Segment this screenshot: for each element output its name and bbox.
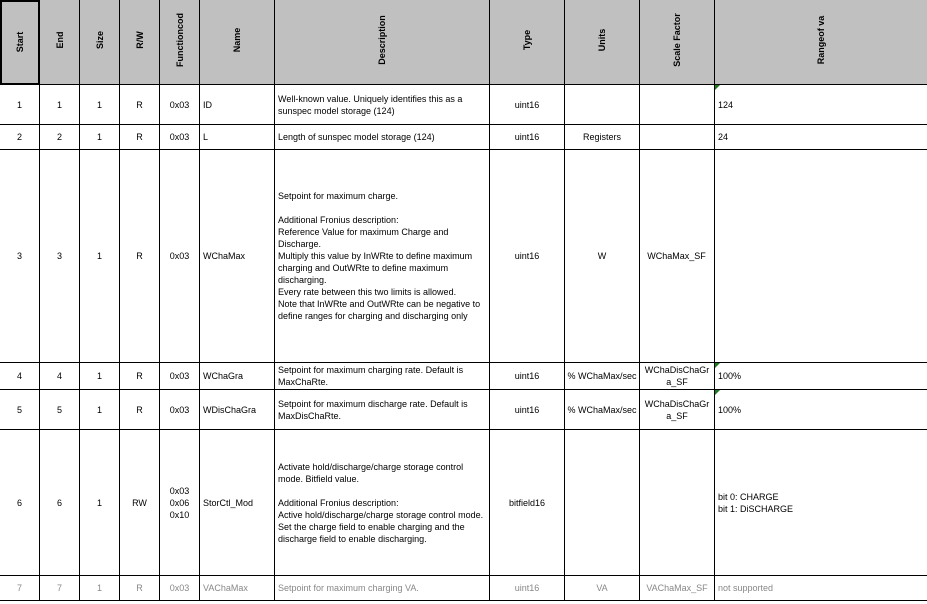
cell-type[interactable]: bitfield16 — [490, 430, 565, 576]
cell-indicator-icon — [715, 85, 720, 90]
cell-start[interactable]: 7 — [0, 576, 40, 601]
cell-range[interactable]: bit 0: CHARGE bit 1: DiSCHARGE — [715, 430, 927, 576]
cell-range[interactable]: 100% — [715, 363, 927, 390]
cell-scale-factor[interactable]: WChaDisChaGr a_SF — [640, 363, 715, 390]
cell-rw[interactable]: R — [120, 363, 160, 390]
cell-end[interactable]: 7 — [40, 576, 80, 601]
cell-size[interactable]: 1 — [80, 125, 120, 150]
cell-units[interactable] — [565, 430, 640, 576]
cell-functioncode[interactable]: 0x03 — [160, 363, 200, 390]
cell-type[interactable]: uint16 — [490, 363, 565, 390]
cell-scale-factor[interactable]: VAChaMax_SF — [640, 576, 715, 601]
cell-functioncode[interactable]: 0x03 — [160, 576, 200, 601]
cell-units[interactable]: % WChaMax/sec — [565, 363, 640, 390]
cell-size[interactable]: 1 — [80, 430, 120, 576]
header-end[interactable]: End — [40, 0, 80, 85]
cell-scale-factor[interactable] — [640, 430, 715, 576]
header-scale-factor[interactable]: Scale Factor — [640, 0, 715, 85]
cell-units[interactable]: W — [565, 150, 640, 363]
header-start[interactable]: Start — [0, 0, 40, 85]
cell-name[interactable]: WChaMax — [200, 150, 275, 363]
header-functioncode[interactable]: Functioncod — [160, 0, 200, 85]
cell-size[interactable]: 1 — [80, 150, 120, 363]
cell-type[interactable]: uint16 — [490, 390, 565, 430]
cell-name[interactable]: WDisChaGra — [200, 390, 275, 430]
cell-start[interactable]: 5 — [0, 390, 40, 430]
cell-description[interactable]: Setpoint for maximum charging rate. Default is MaxChaRte. — [275, 363, 490, 390]
cell-end[interactable]: 3 — [40, 150, 80, 363]
header-rw[interactable]: R/W — [120, 0, 160, 85]
cell-end[interactable]: 2 — [40, 125, 80, 150]
cell-size[interactable]: 1 — [80, 363, 120, 390]
cell-rw[interactable]: R — [120, 125, 160, 150]
cell-type[interactable]: uint16 — [490, 125, 565, 150]
cell-scale-factor[interactable]: WChaDisChaGr a_SF — [640, 390, 715, 430]
cell-rw[interactable]: RW — [120, 430, 160, 576]
cell-functioncode[interactable]: 0x03 0x06 0x10 — [160, 430, 200, 576]
cell-scale-factor[interactable]: WChaMax_SF — [640, 150, 715, 363]
header-type[interactable]: Type — [490, 0, 565, 85]
cell-range[interactable]: 100% — [715, 390, 927, 430]
header-name[interactable]: Name — [200, 0, 275, 85]
cell-description[interactable]: Setpoint for maximum discharge rate. Default is MaxDisChaRte. — [275, 390, 490, 430]
cell-start[interactable]: 1 — [0, 85, 40, 125]
cell-start[interactable]: 6 — [0, 430, 40, 576]
cell-units[interactable]: VA — [565, 576, 640, 601]
cell-units[interactable]: Registers — [565, 125, 640, 150]
cell-indicator-icon — [715, 363, 720, 368]
cell-name[interactable]: WChaGra — [200, 363, 275, 390]
header-units[interactable]: Units — [565, 0, 640, 85]
cell-scale-factor[interactable] — [640, 125, 715, 150]
cell-size[interactable]: 1 — [80, 390, 120, 430]
cell-units[interactable] — [565, 85, 640, 125]
cell-name[interactable]: L — [200, 125, 275, 150]
cell-range[interactable]: 24 — [715, 125, 927, 150]
cell-end[interactable]: 4 — [40, 363, 80, 390]
header-description[interactable]: Description — [275, 0, 490, 85]
cell-description[interactable]: Activate hold/discharge/charge storage control mode. Bitfield value. Additional Fronius description: Active hold/discharge/charge storage control mode. Set the charge field to enable charging and the discharge field to enable discharging. — [275, 430, 490, 576]
cell-description[interactable]: Setpoint for maximum charging VA. — [275, 576, 490, 601]
cell-scale-factor[interactable] — [640, 85, 715, 125]
cell-rw[interactable]: R — [120, 85, 160, 125]
header-range[interactable]: Rangeof va — [715, 0, 927, 85]
cell-size[interactable]: 1 — [80, 576, 120, 601]
cell-rw[interactable]: R — [120, 576, 160, 601]
cell-rw[interactable]: R — [120, 150, 160, 363]
cell-start[interactable]: 3 — [0, 150, 40, 363]
cell-range[interactable]: not supported — [715, 576, 927, 601]
cell-type[interactable]: uint16 — [490, 576, 565, 601]
cell-functioncode[interactable]: 0x03 — [160, 125, 200, 150]
cell-name[interactable]: VAChaMax — [200, 576, 275, 601]
cell-range[interactable] — [715, 150, 927, 363]
cell-size[interactable]: 1 — [80, 85, 120, 125]
cell-description[interactable]: Well-known value. Uniquely identifies this as a sunspec model storage (124) — [275, 85, 490, 125]
cell-description[interactable]: Setpoint for maximum charge. Additional Fronius description: Reference Value for maximum Charge and Discharge. Multiply this value by InWRte to define maximum charging and OutWRte to define maximum discharging. Every rate between this two limits is allowed. Note that InWRte and OutWRte can be negative to define ranges for charging and discharging only — [275, 150, 490, 363]
cell-end[interactable]: 6 — [40, 430, 80, 576]
cell-name[interactable]: ID — [200, 85, 275, 125]
cell-type[interactable]: uint16 — [490, 85, 565, 125]
cell-end[interactable]: 5 — [40, 390, 80, 430]
cell-range[interactable]: 124 — [715, 85, 927, 125]
cell-functioncode[interactable]: 0x03 — [160, 390, 200, 430]
cell-description[interactable]: Length of sunspec model storage (124) — [275, 125, 490, 150]
cell-functioncode[interactable]: 0x03 — [160, 150, 200, 363]
cell-functioncode[interactable]: 0x03 — [160, 85, 200, 125]
cell-start[interactable]: 4 — [0, 363, 40, 390]
cell-type[interactable]: uint16 — [490, 150, 565, 363]
cell-indicator-icon — [715, 390, 720, 395]
header-size[interactable]: Size — [80, 0, 120, 85]
cell-start[interactable]: 2 — [0, 125, 40, 150]
cell-end[interactable]: 1 — [40, 85, 80, 125]
cell-rw[interactable]: R — [120, 390, 160, 430]
cell-units[interactable]: % WChaMax/sec — [565, 390, 640, 430]
cell-name[interactable]: StorCtl_Mod — [200, 430, 275, 576]
